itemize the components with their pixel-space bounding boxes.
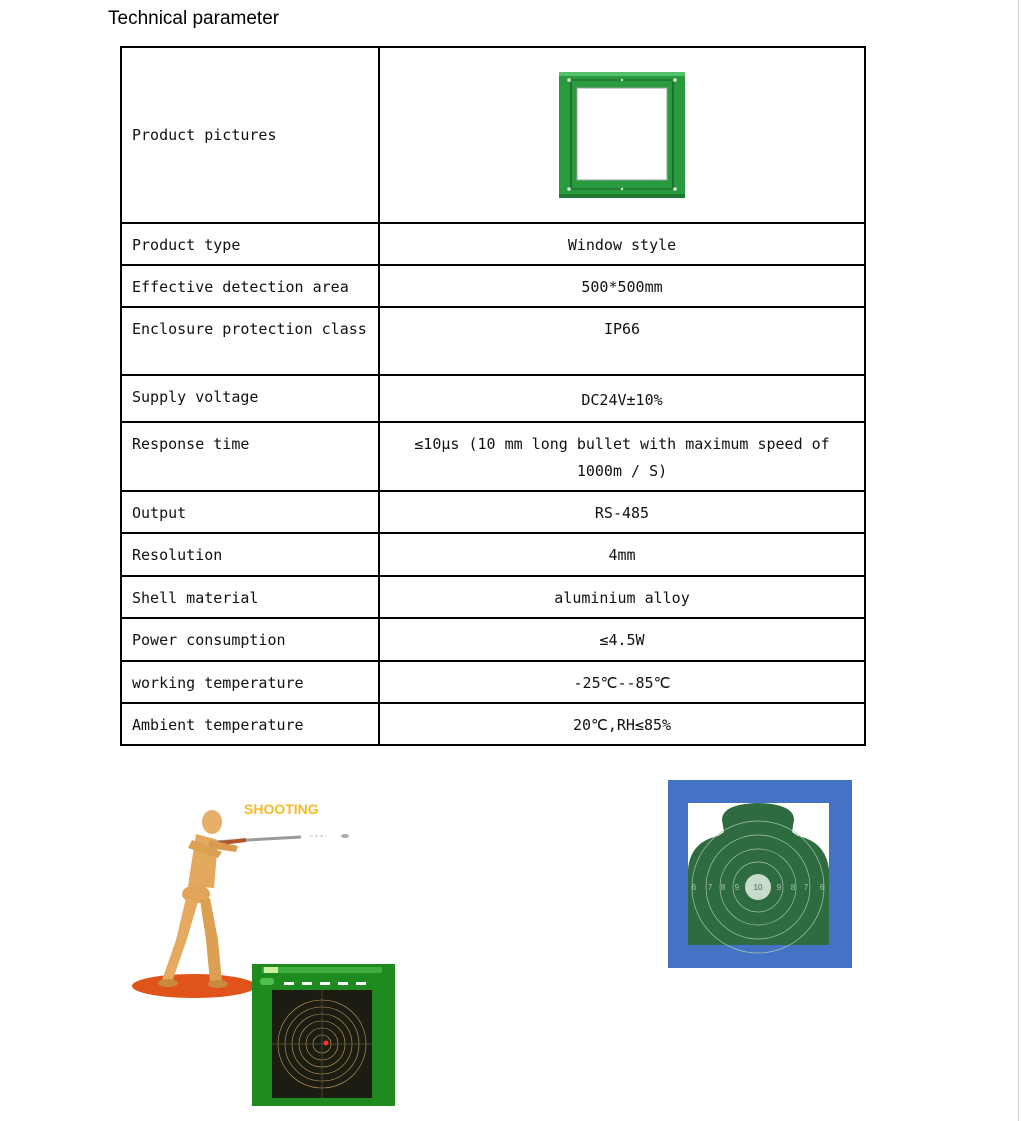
table-row bbox=[121, 491, 865, 533]
row-label: working temperature bbox=[121, 661, 379, 703]
row-label: Resolution bbox=[121, 533, 379, 576]
page-edge-rule bbox=[1018, 0, 1019, 1121]
table-row bbox=[121, 307, 865, 375]
table-row bbox=[121, 576, 865, 618]
table-row bbox=[121, 533, 865, 576]
row-value: Window style bbox=[379, 223, 865, 265]
target-ring-center: 10 bbox=[753, 883, 763, 892]
row-value: 4mm bbox=[379, 533, 865, 576]
table-row bbox=[121, 265, 865, 307]
target-ring-left: 8 bbox=[720, 883, 726, 892]
page-title: Technical parameter bbox=[108, 8, 280, 29]
row-label: Shell material bbox=[121, 576, 379, 618]
target-ring-left: 7 bbox=[707, 883, 713, 892]
target-ring-right: 8 bbox=[790, 883, 796, 892]
target-monitor-screen bbox=[252, 964, 395, 1106]
row-label: Response time bbox=[121, 422, 379, 491]
target-ring-left: 6 bbox=[691, 883, 697, 892]
table-row bbox=[121, 661, 865, 703]
row-label: Supply voltage bbox=[121, 375, 379, 422]
row-value: ≤10μs (10 mm long bullet with maximum speed of 1000m / S) bbox=[379, 422, 865, 491]
spec-table bbox=[120, 46, 866, 746]
table-row bbox=[121, 375, 865, 422]
row-value: 20℃,RH≤85% bbox=[379, 703, 865, 745]
row-label: Output bbox=[121, 491, 379, 533]
table-row bbox=[121, 618, 865, 661]
table-row bbox=[121, 223, 865, 265]
row-value: -25℃--85℃ bbox=[379, 661, 865, 703]
row-label: Ambient temperature bbox=[121, 703, 379, 745]
row-label: Enclosure protection class bbox=[121, 307, 379, 375]
product-frame-image bbox=[559, 72, 685, 198]
row-label: Product pictures bbox=[121, 47, 379, 223]
row-value: RS-485 bbox=[379, 491, 865, 533]
table-row bbox=[121, 703, 865, 745]
row-value: aluminium alloy bbox=[379, 576, 865, 618]
row-label: Product type bbox=[121, 223, 379, 265]
row-value: DC24V±10% bbox=[379, 375, 865, 422]
product-picture-cell bbox=[379, 47, 865, 223]
row-label: Effective detection area bbox=[121, 265, 379, 307]
table-row bbox=[121, 47, 865, 223]
row-value: ≤4.5W bbox=[379, 618, 865, 661]
target-ring-right: 7 bbox=[803, 883, 809, 892]
row-value: IP66 bbox=[379, 307, 865, 375]
silhouette-target-image bbox=[668, 780, 852, 968]
target-ring-right: 9 bbox=[776, 883, 782, 892]
target-ring-left: 9 bbox=[734, 883, 740, 892]
row-label: Power consumption bbox=[121, 618, 379, 661]
shooting-caption: SHOOTING bbox=[244, 801, 319, 817]
target-ring-right: 6 bbox=[819, 883, 825, 892]
table-row bbox=[121, 422, 865, 491]
row-value: 500*500mm bbox=[379, 265, 865, 307]
